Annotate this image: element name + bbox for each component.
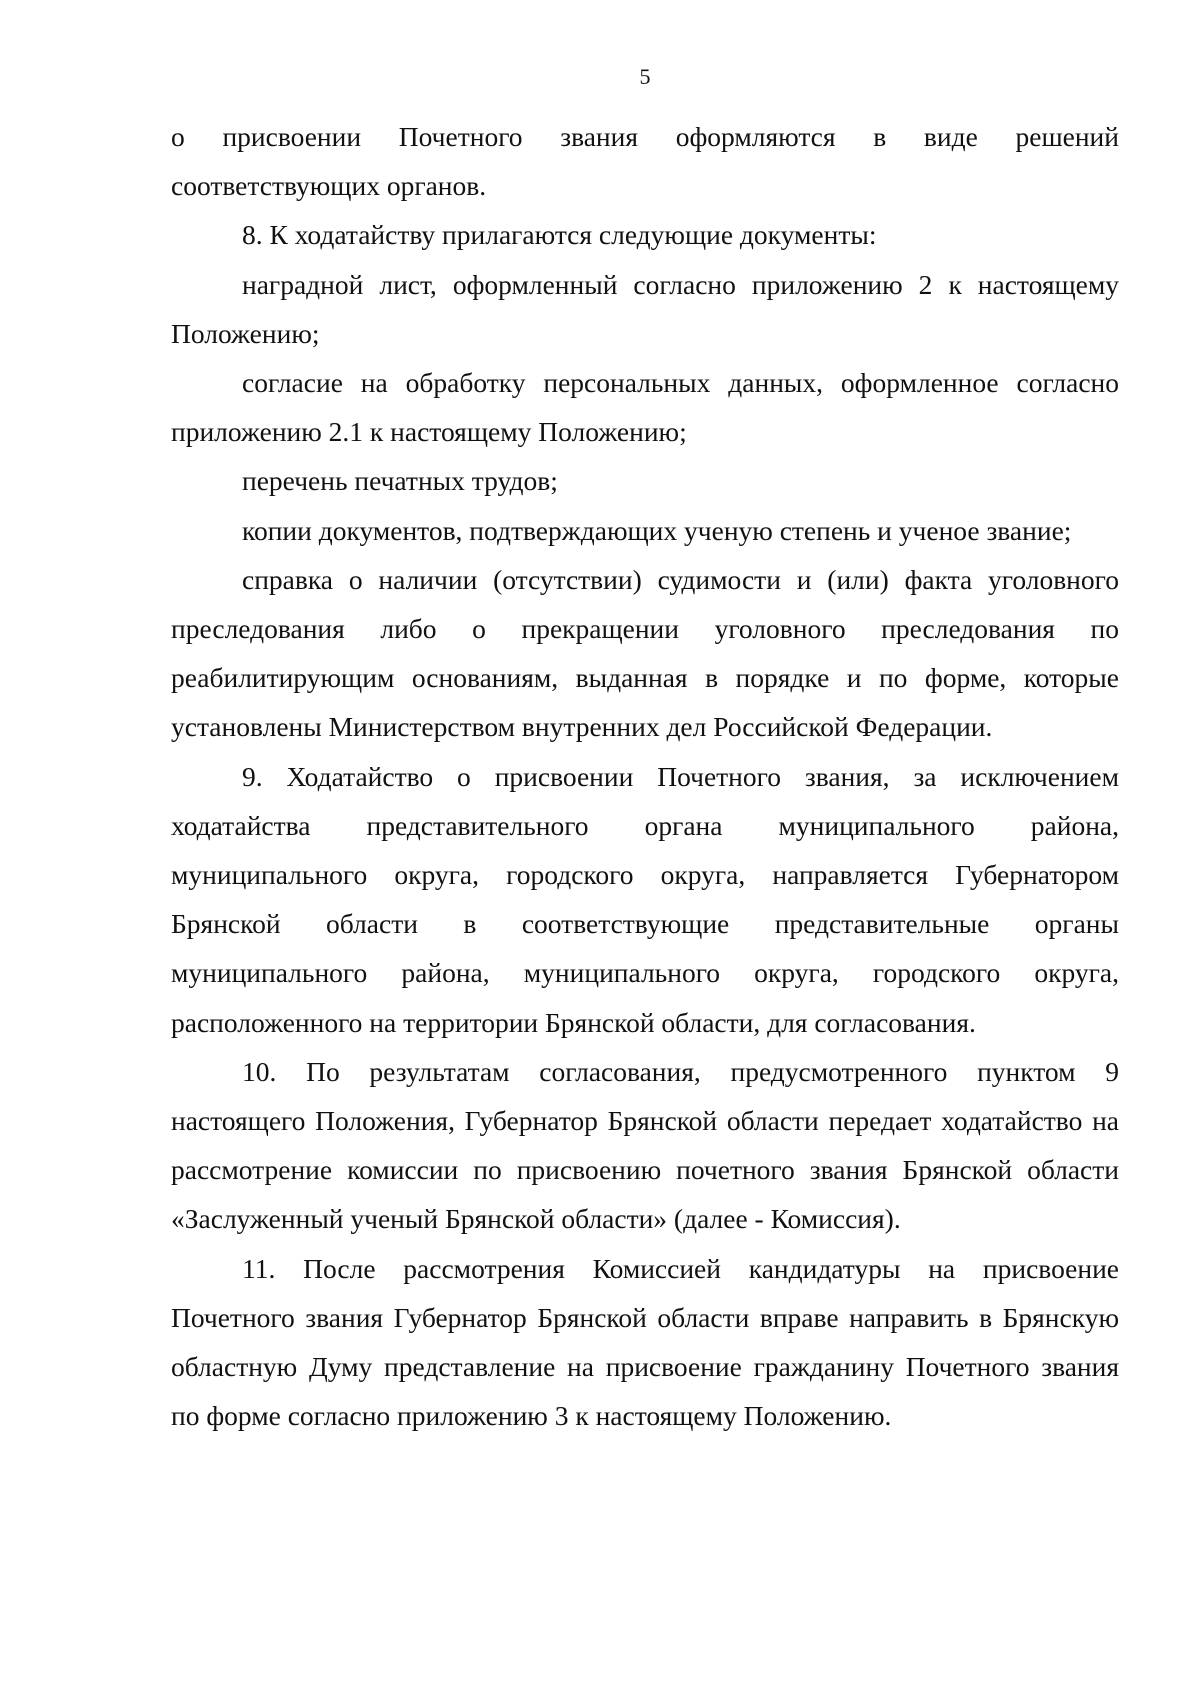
document-body (171, 112, 1119, 1440)
paragraph-item-10: 10. По результатам согласования, предусмотренного пунктом 9 настоящего Положения, Губернатор Брянской области передает ходатайство на рассмотрение комиссии по присвоению почетного звания Брянской области «Заслуженный ученый Брянской области» (далее - Комиссия). (171, 1055, 1119, 1235)
page-number: 5 (639, 64, 651, 89)
paragraph-consent: согласие на обработку персональных данных, оформленное согласно приложению 2.1 к настоящему Положению; (171, 367, 1119, 448)
paragraph-item-11: 11. После рассмотрения Комиссией кандидатуры на присвоение Почетного звания Губернатор Брянской области вправе направить в Брянскую областную Думу представление на присвоение гражданину Почетного звания по форме согласно приложению 3 к настоящему Положению. (171, 1252, 1119, 1432)
paragraph-degree-copies: копии документов, подтверждающих ученую степень и ученое звание; (242, 514, 1072, 546)
paragraph-publications-list: перечень печатных трудов; (242, 465, 558, 497)
paragraph-criminal-record: справка о наличии (отсутствии) судимости и (или) факта уголовного преследования либо о прекращении уголовного преследования по реабилитирующим основаниям, выданная в порядке и по форме, которые установлены Министерством внутренних дел Российской Федерации. (171, 563, 1119, 743)
paragraph-award-sheet: наградной лист, оформленный согласно приложению 2 к настоящему Положению; (171, 268, 1119, 349)
paragraph-item-9: 9. Ходатайство о присвоении Почетного звания, за исключением ходатайства представительного органа муниципального района, муниципального округа, городского округа, направляется Губернатором Брянской области в соответствующие представительные органы муниципального района, муниципального округа, городского округа, расположенного на территории Брянской области, для согласования. (171, 760, 1119, 1038)
paragraph-continuation: о присвоении Почетного звания оформляются в виде решений соответствующих органов. (171, 121, 1119, 202)
paragraph-item-8: 8. К ходатайству прилагаются следующие документы: (242, 219, 877, 251)
